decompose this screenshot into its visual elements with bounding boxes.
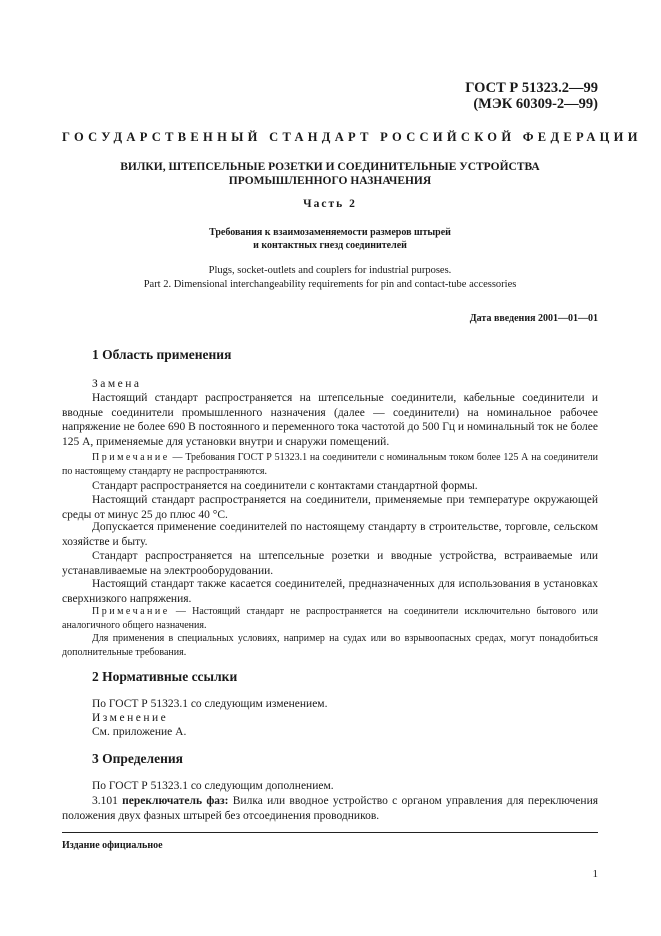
section3-definition bbox=[62, 794, 598, 823]
note-label: Примечание bbox=[92, 452, 170, 463]
standard-title: ГОСУДАРСТВЕННЫЙ СТАНДАРТ РОССИЙСКОЙ ФЕДЕРАЦИИ bbox=[62, 130, 642, 144]
document-title-line2: ПРОМЫШЛЕННОГО НАЗНАЧЕНИЯ bbox=[228, 175, 432, 187]
subtitle bbox=[62, 226, 598, 252]
gost-number: ГОСТ Р 51323.2—99 bbox=[465, 80, 598, 96]
english-title-line2: Part 2. Dimensional interchangeability requirements for pin and contact-tube accessories bbox=[143, 279, 517, 290]
subtitle-line1: Требования к взаимозаменяемости размеров штырей bbox=[209, 227, 451, 238]
note-label: Примечание bbox=[92, 606, 170, 617]
definition-text: Вилка или вводное устройство с органом управления для переключения положения двух фазных штырей без отсоединения проводников. bbox=[62, 795, 599, 822]
definition-term: переключатель фаз: bbox=[122, 795, 229, 807]
footer-divider bbox=[62, 832, 598, 833]
section2-paragraph1 bbox=[62, 697, 598, 712]
intro-date: Дата введения 2001—01—01 bbox=[469, 313, 598, 324]
definition-number: 3.101 bbox=[92, 795, 123, 807]
section1-replace-label bbox=[62, 377, 598, 392]
section1-paragraph5 bbox=[62, 549, 598, 578]
part-label: Часть 2 bbox=[303, 198, 357, 210]
section1-note2 bbox=[62, 605, 598, 632]
section2-paragraph2 bbox=[62, 725, 598, 740]
english-title bbox=[62, 264, 598, 292]
section1-heading: 1 Область применения bbox=[92, 347, 232, 362]
replace-label: Замена bbox=[92, 378, 142, 390]
iec-number: (МЭК 60309-2—99) bbox=[473, 96, 598, 112]
paragraph-text: По ГОСТ Р 51323.1 со следующим изменением. bbox=[92, 698, 328, 710]
section3-heading: 3 Определения bbox=[92, 751, 183, 766]
paragraph-text: Настоящий стандарт распространяется на штепсельные соединители, кабельные соединители и вводные соединители промышленного назначения (далее — соединители) на номинальное рабочее напряжение не более 690 В постоянного и переменного тока частотой до 500 Гц и номинальный ток не более 125 А, применяемые для установки внутри и снаружи помещений. bbox=[62, 392, 598, 448]
change-label: Изменение bbox=[92, 712, 169, 724]
section1-note1 bbox=[62, 451, 598, 478]
section1-paragraph1 bbox=[62, 391, 598, 449]
note-text: — Настоящий стандарт не распространяется на соединители исключительно бытового или аналогичного общего назначения. bbox=[62, 606, 598, 631]
paragraph-text: Настоящий стандарт распространяется на соединители, применяемые при температуре окружающей среды от минус 25 до плюс 40 °С. bbox=[62, 494, 598, 521]
document-title-line1: ВИЛКИ, ШТЕПСЕЛЬНЫЕ РОЗЕТКИ И СОЕДИНИТЕЛЬНЫЕ УСТРОЙСТВА bbox=[120, 161, 540, 173]
section1-paragraph4 bbox=[62, 520, 598, 549]
paragraph-text: См. приложение А. bbox=[92, 726, 187, 738]
subtitle-line2: и контактных гнезд соединителей bbox=[253, 240, 407, 251]
section2-change-label bbox=[62, 711, 598, 726]
english-title-line1: Plugs, socket-outlets and couplers for industrial purposes. bbox=[208, 265, 452, 276]
paragraph-text: Стандарт распространяется на штепсельные розетки и вводные устройства, встраиваемые или устанавливаемые на электрооборудовании. bbox=[62, 550, 598, 577]
page-number: 1 bbox=[592, 868, 598, 880]
section3-paragraph1 bbox=[62, 779, 598, 794]
section2-heading: 2 Нормативные ссылки bbox=[92, 669, 238, 684]
section1-paragraph2 bbox=[62, 479, 598, 494]
section1-paragraph6 bbox=[62, 577, 598, 606]
edition-label: Издание официальное bbox=[62, 840, 163, 851]
note-text: — Требования ГОСТ Р 51323.1 на соединители с номинальным током более 125 А на соединители по настоящему стандарту не распространяются. bbox=[62, 452, 598, 477]
paragraph-text: Стандарт распространяется на соединители с контактами стандартной формы. bbox=[92, 480, 478, 492]
paragraph-text: По ГОСТ Р 51323.1 со следующим дополнением. bbox=[92, 780, 334, 792]
paragraph-text: Допускается применение соединителей по настоящему стандарту в строительстве, торговле, сельском хозяйстве и быту. bbox=[62, 521, 598, 548]
document-title bbox=[62, 160, 598, 188]
section1-note3 bbox=[62, 632, 598, 659]
note-text: Для применения в специальных условиях, например на судах или во взрывоопасных средах, могут понадобиться дополнительные требования. bbox=[62, 633, 598, 658]
paragraph-text: Настоящий стандарт также касается соединителей, предназначенных для использования в установках сверхнизкого напряжения. bbox=[62, 578, 598, 605]
section1-paragraph3 bbox=[62, 493, 598, 522]
